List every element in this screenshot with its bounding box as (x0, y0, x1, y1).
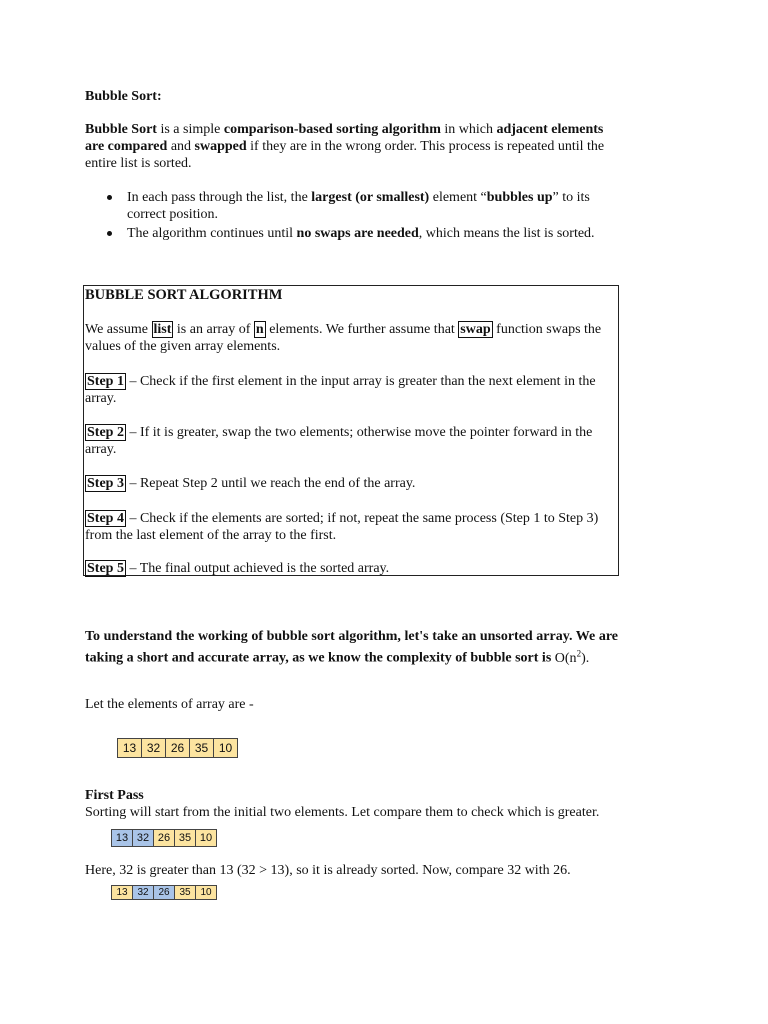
array-cell: 10 (195, 885, 217, 900)
complexity-exponent: 2 (576, 648, 582, 658)
assume-run: is an array of (173, 322, 254, 337)
intro-run: and (167, 139, 195, 154)
assume-run: We assume (85, 322, 152, 337)
step-text: – Repeat Step 2 until we reach the end of the array. (125, 476, 416, 491)
array-cell: 26 (165, 738, 190, 758)
array-initial (118, 738, 238, 758)
intro-run: if they are in the wrong order. This process is repeated until the entire list is sorted. (85, 139, 605, 171)
keyword-list: list (153, 322, 172, 337)
keyword-n: n (255, 322, 264, 337)
understanding-text: To understand the working of bubble sort algorithm, let's take an unsorted array. We are taking a short and accurate array, as we know the complexity of bubble sort is (85, 629, 618, 666)
understanding-paragraph (85, 628, 618, 667)
array-cell: 13 (111, 885, 133, 900)
array-cell: 35 (174, 829, 196, 847)
bullet-item (85, 189, 620, 223)
array-intro-text: Let the elements of array are - (85, 697, 254, 712)
step-label: Step 5 (87, 561, 124, 576)
algorithm-step-1 (85, 373, 615, 407)
intro-run: in which (440, 122, 497, 137)
algorithm-step-4 (85, 510, 615, 544)
step-text: – If it is greater, swap the two elements; otherwise move the pointer forward in the array. (85, 425, 593, 457)
bullet-item (85, 225, 620, 242)
array-cell: 10 (213, 738, 238, 758)
intro-run: comparison-based sorting algorithm (223, 122, 441, 137)
bullet-run: , which means the list is sorted. (418, 226, 595, 241)
array-cell: 26 (153, 885, 175, 900)
section-heading: Bubble Sort: (85, 89, 162, 104)
array-cell: 32 (132, 829, 154, 847)
array-cell: 35 (174, 885, 196, 900)
array-cell: 26 (153, 829, 175, 847)
algorithm-step-3 (85, 475, 615, 492)
comparison-text: Here, 32 is greater than 13 (32 > 13), so it is already sorted. Now, compare 32 with 26. (85, 863, 571, 878)
array-cell: 10 (195, 829, 217, 847)
step-label: Step 4 (87, 511, 124, 526)
intro-run: swapped (194, 139, 247, 154)
intro-paragraph (85, 121, 620, 172)
array-pass-1-step-2 (112, 885, 217, 900)
bullet-list (85, 189, 620, 242)
array-cell: 32 (132, 885, 154, 900)
first-pass-title: First Pass (85, 788, 144, 803)
assume-run: function swaps the values of the given array elements. (85, 322, 602, 354)
intro-run: is a simple (156, 122, 224, 137)
bullet-run: no swaps are needed (296, 226, 419, 241)
array-cell: 13 (117, 738, 142, 758)
keyword-swap: swap (460, 322, 491, 337)
bullet-run: bubbles up (486, 190, 553, 205)
algorithm-box (83, 285, 619, 576)
algorithm-step-5 (85, 560, 615, 577)
bullet-run: The algorithm continues until (127, 226, 297, 241)
array-cell: 35 (189, 738, 214, 758)
step-label: Step 3 (87, 476, 124, 491)
algorithm-assumption (85, 321, 615, 355)
step-text: – Check if the first element in the input array is greater than the next element in the array. (85, 374, 596, 406)
array-pass-1-step-1 (112, 829, 217, 847)
bullet-run: largest (or smallest) (311, 190, 430, 205)
bullet-run: element “ (429, 190, 487, 205)
step-label: Step 2 (87, 425, 124, 440)
intro-run: adjacent elements are compared (85, 122, 604, 154)
algorithm-title: BUBBLE SORT ALGORITHM (85, 287, 283, 303)
complexity-suffix: ). (581, 650, 590, 666)
step-label: Step 1 (87, 374, 124, 389)
step-text: – Check if the elements are sorted; if not, repeat the same process (Step 1 to Step 3) from the last element of the array to the first. (85, 511, 599, 543)
array-cell: 13 (111, 829, 133, 847)
array-cell: 32 (141, 738, 166, 758)
complexity-prefix: O(n (554, 650, 577, 666)
assume-run: elements. We further assume that (265, 322, 459, 337)
bullet-run: In each pass through the list, the (127, 190, 312, 205)
complexity-notation (554, 648, 590, 666)
first-pass-text: Sorting will start from the initial two elements. Let compare them to check which is greater. (85, 805, 600, 820)
step-text: – The final output achieved is the sorted array. (125, 561, 390, 576)
intro-run: Bubble Sort (85, 122, 157, 137)
bullet-run: ” to its correct position. (127, 190, 590, 222)
algorithm-step-2 (85, 424, 615, 458)
